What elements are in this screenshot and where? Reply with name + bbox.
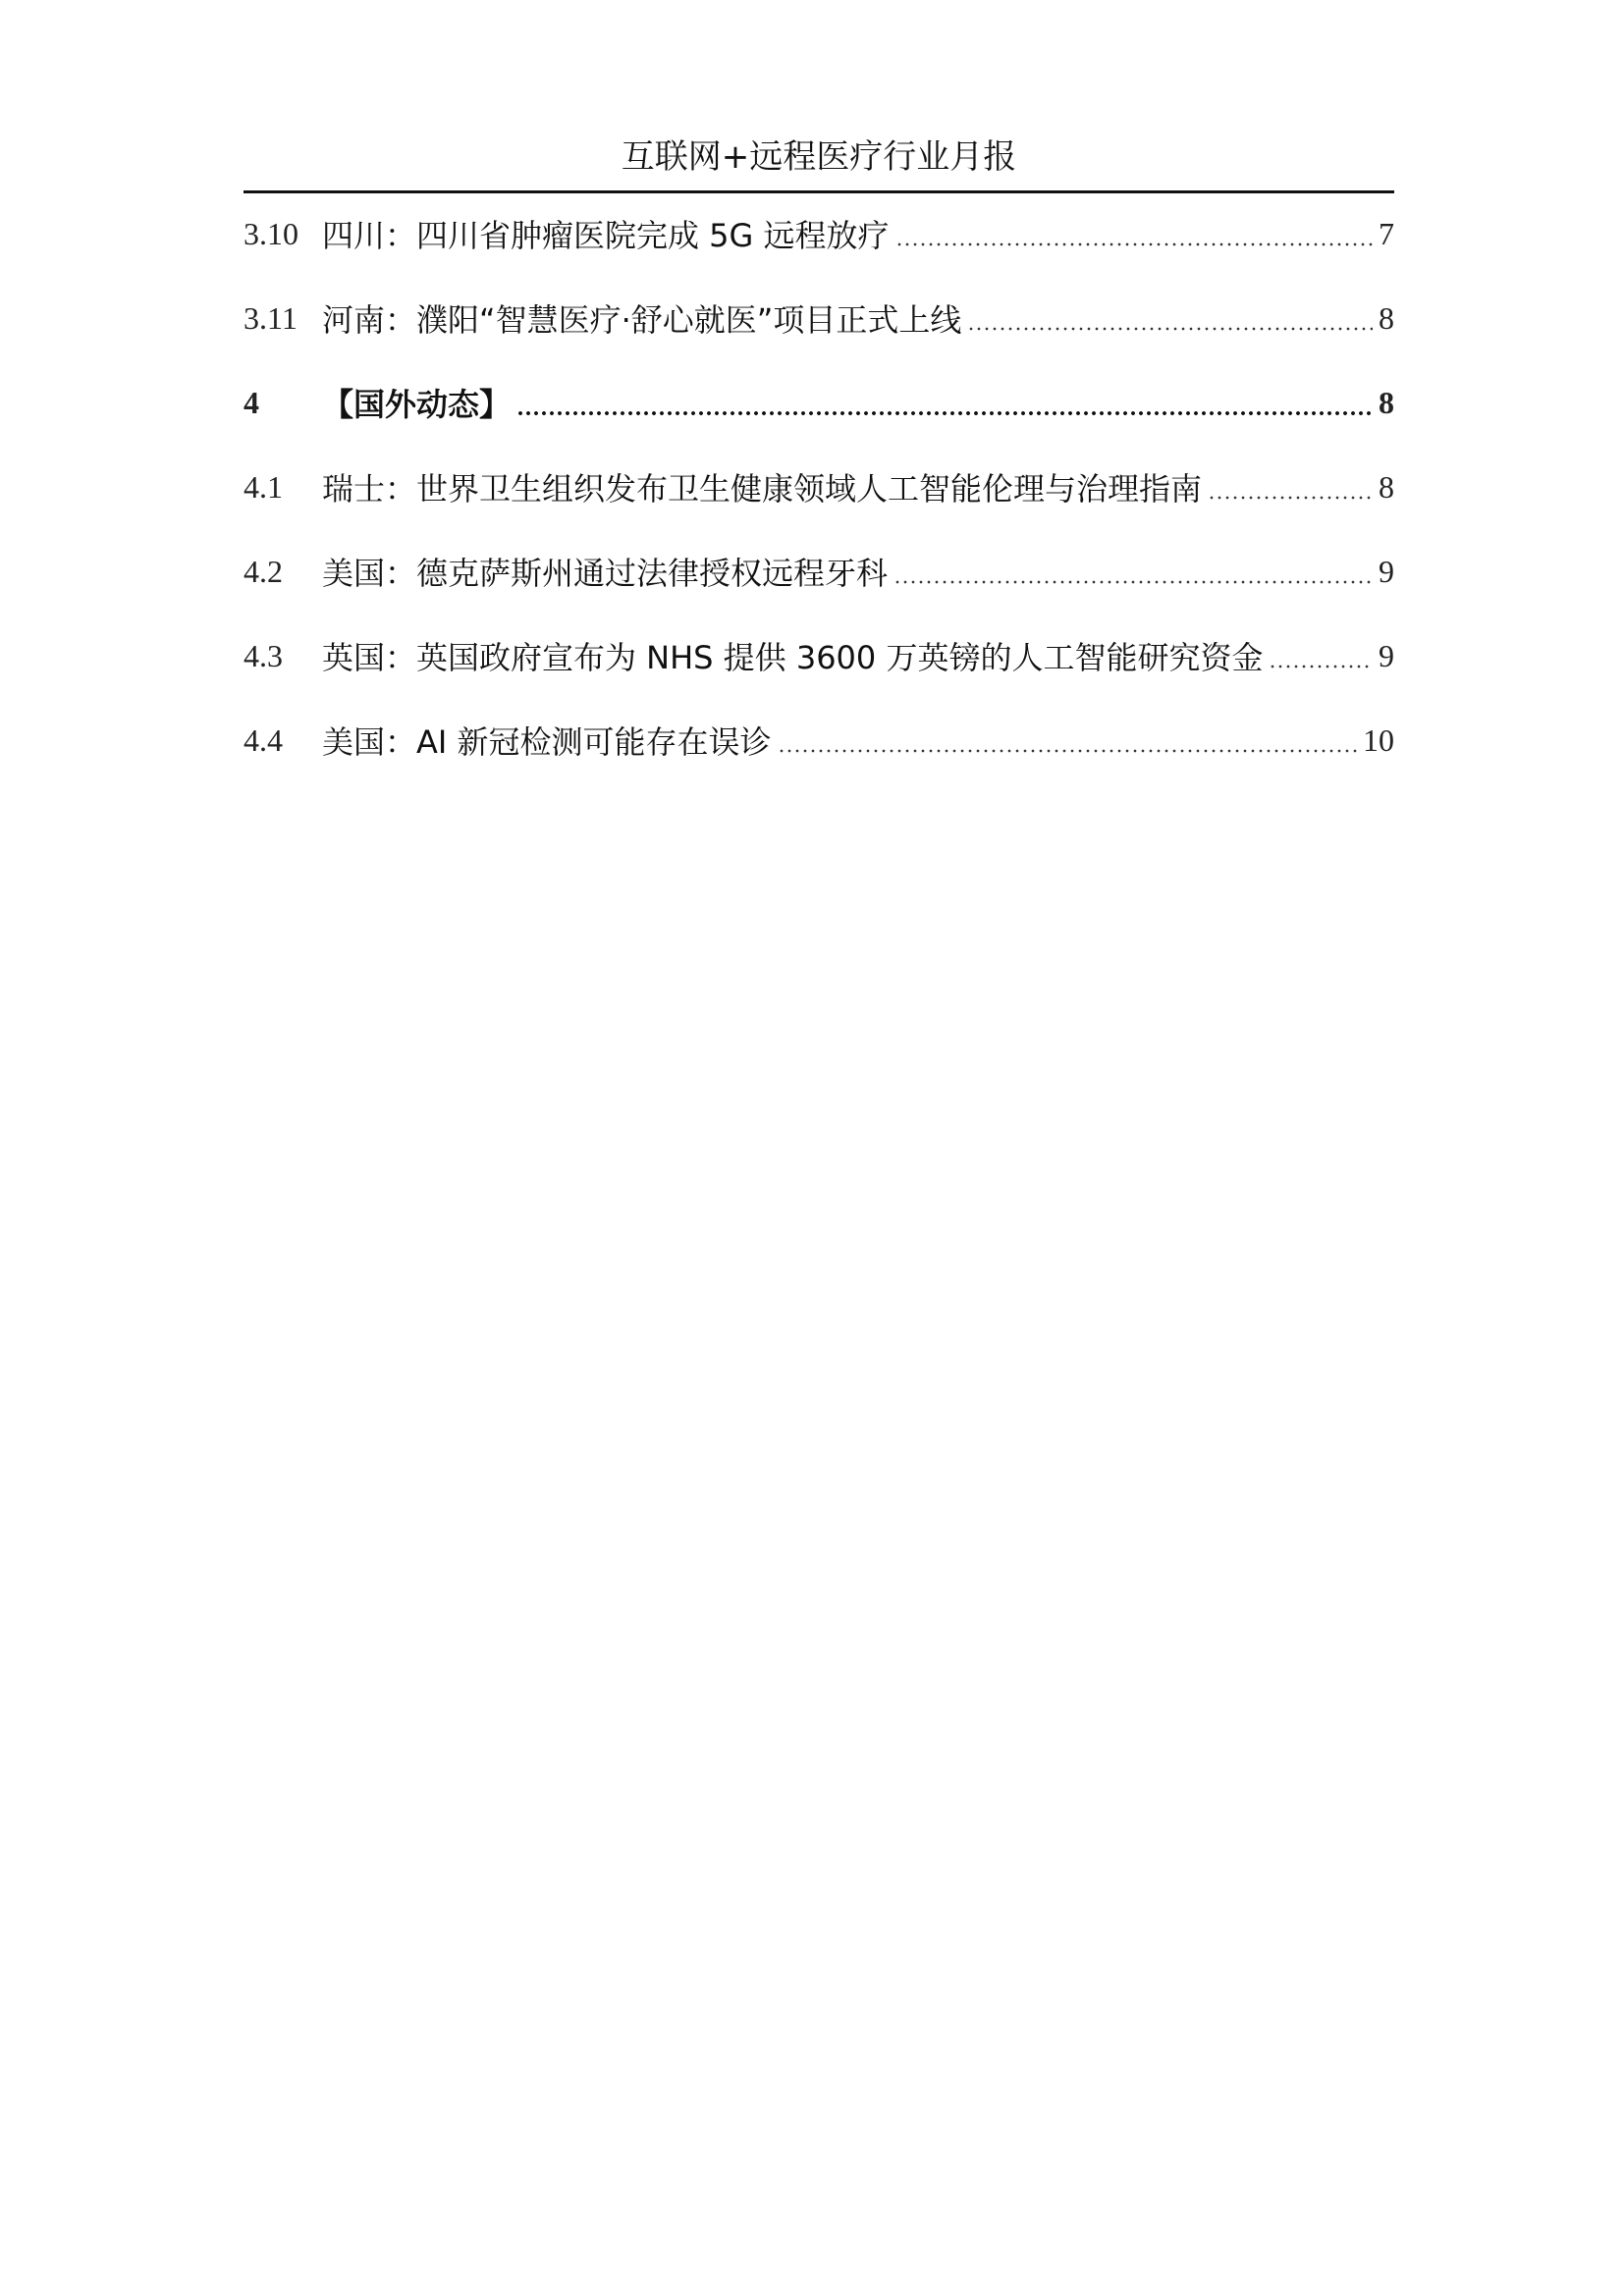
toc-entry-number: 4.3 [244, 637, 283, 673]
toc-entry-page: 9 [1379, 637, 1394, 673]
toc-entry-page: 8 [1379, 299, 1394, 336]
toc-entry-number: 4.2 [244, 553, 283, 589]
toc-dot-leader [778, 748, 1357, 754]
toc-entry-number: 3.11 [244, 299, 298, 336]
toc-dot-leader [516, 410, 1373, 416]
toc-entry-4-3[interactable] [244, 628, 1394, 683]
toc-entry-number: 3.10 [244, 215, 298, 251]
header-divider [244, 190, 1394, 193]
toc-entry-page: 10 [1363, 721, 1394, 758]
page-header-title: 互联网+远程医疗行业月报 [621, 137, 1017, 177]
toc-entry-4[interactable] [244, 375, 1394, 430]
toc-entry-page: 9 [1379, 553, 1394, 589]
toc-entry-4-1[interactable] [244, 459, 1394, 514]
toc-entry-4-2[interactable] [244, 544, 1394, 599]
toc-dot-leader [967, 326, 1373, 332]
toc-entry-3-11[interactable] [244, 291, 1394, 346]
toc-entry-page: 8 [1379, 384, 1394, 420]
toc-entry-number: 4 [244, 384, 259, 420]
toc-entry-number: 4.1 [244, 468, 283, 505]
toc-entry-title: 英国：英国政府宣布为 NHS 提供 3600 万英镑的人工智能研究资金 [322, 639, 1264, 676]
toc-entry-title: 美国：AI 新冠检测可能存在误诊 [322, 723, 772, 761]
toc-entry-title: 【国外动态】 [322, 386, 512, 423]
toc-dot-leader [895, 241, 1373, 247]
toc-entry-title: 美国：德克萨斯州通过法律授权远程牙科 [322, 555, 889, 592]
toc-entry-page: 8 [1379, 468, 1394, 505]
toc-entry-title: 河南：濮阳“智慧医疗·舒心就医”项目正式上线 [322, 301, 962, 339]
toc-entry-number: 4.4 [244, 721, 283, 758]
toc-dot-leader [1208, 495, 1373, 501]
toc-entry-3-10[interactable] [244, 206, 1394, 261]
toc-entry-title: 瑞士：世界卫生组织发布卫生健康领域人工智能伦理与治理指南 [322, 470, 1203, 507]
toc-dot-leader [1269, 664, 1373, 669]
toc-entry-4-4[interactable] [244, 713, 1394, 768]
toc-entry-title: 四川：四川省肿瘤医院完成 5G 远程放疗 [322, 217, 890, 254]
toc-dot-leader [893, 579, 1373, 585]
toc-entry-page: 7 [1379, 215, 1394, 251]
